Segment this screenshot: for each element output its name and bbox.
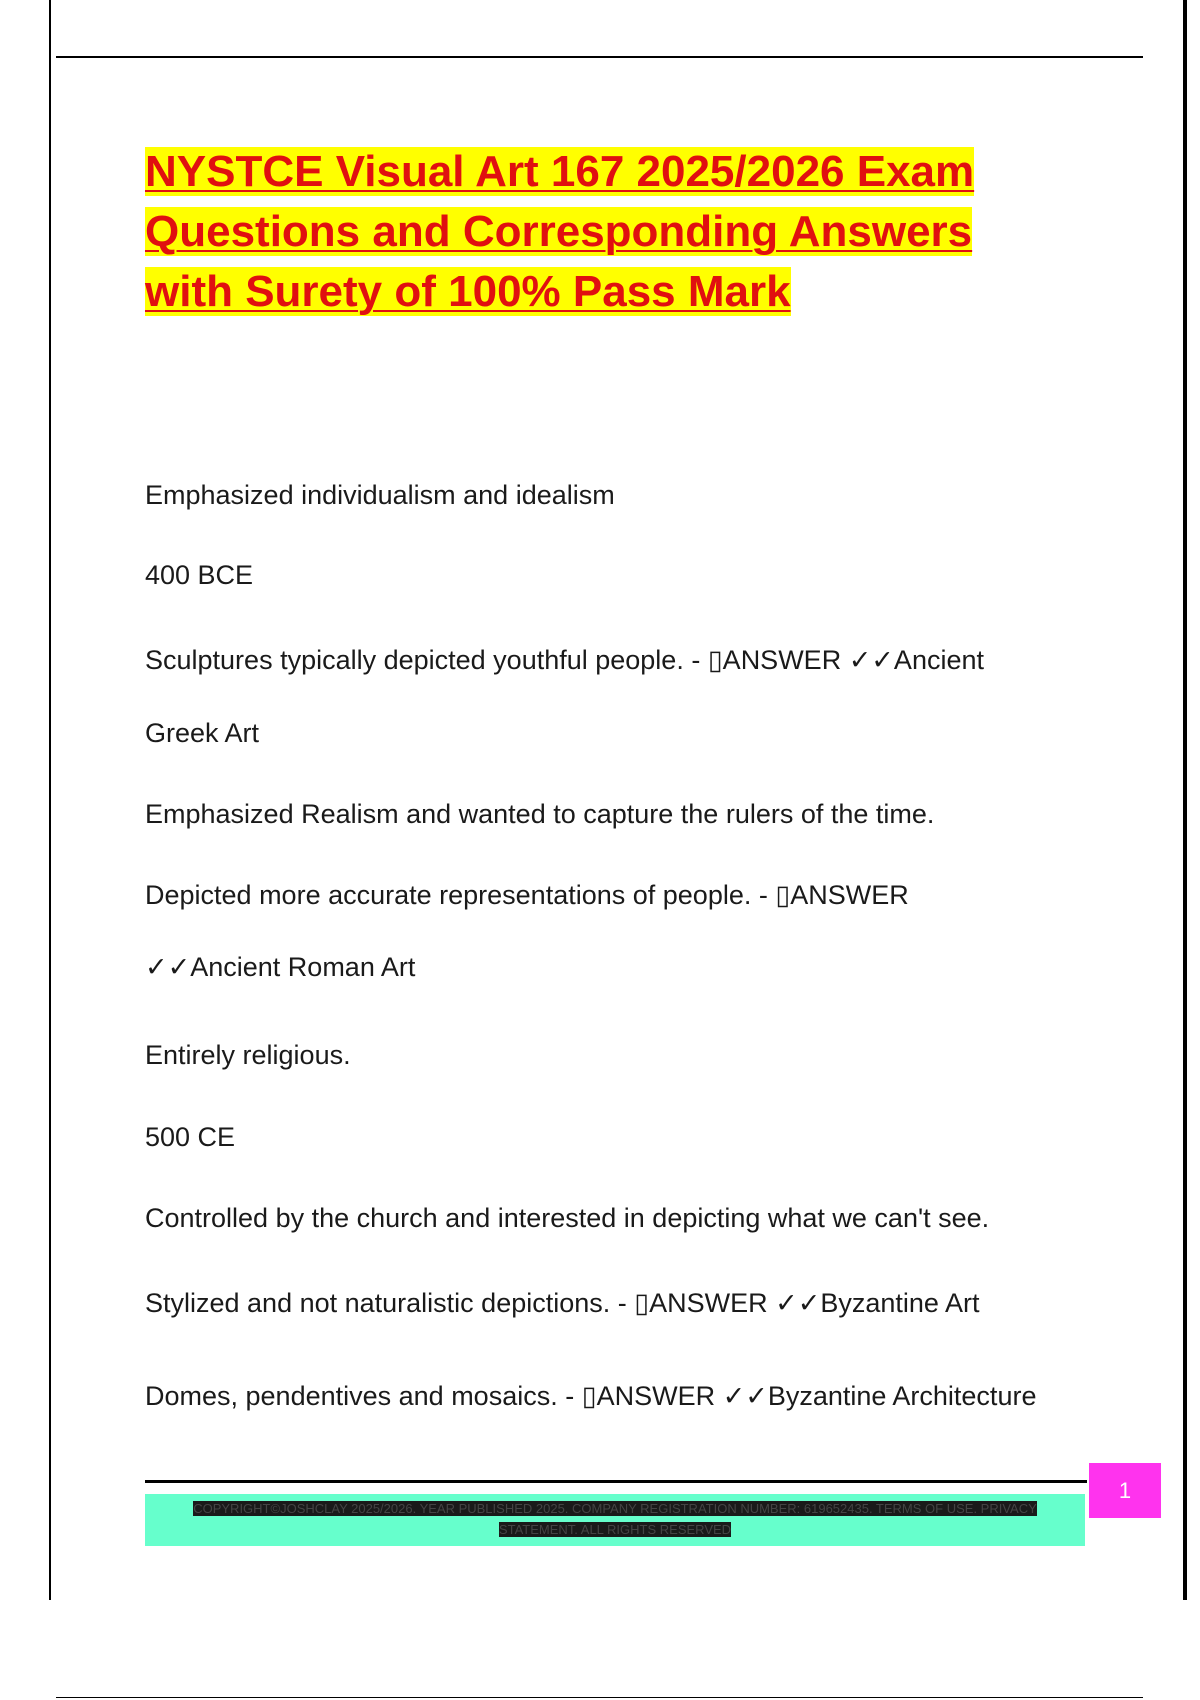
answer-line: Greek Art (145, 718, 260, 748)
title-line-3: with Surety of 100% Pass Mark (145, 267, 791, 316)
text-line: Emphasized Realism and wanted to capture the rulers of the time. (145, 799, 935, 829)
answer-line: ✓✓Ancient Roman Art (145, 952, 416, 982)
text-line: 400 BCE (145, 560, 254, 590)
title-line-2: Questions and Corresponding Answers (145, 207, 973, 256)
copyright-footer (145, 1494, 1085, 1546)
bottom-rule (56, 1697, 1143, 1698)
text-line: 500 CE (145, 1122, 236, 1152)
page-border-right (1183, 0, 1187, 1600)
text-line: Emphasized individualism and idealism (145, 480, 615, 510)
question-line: Depicted more accurate representations of people. - ▯ANSWER (145, 880, 909, 910)
text-line: Entirely religious. (145, 1040, 351, 1070)
page-border-left (49, 0, 51, 1600)
title-line-1: NYSTCE Visual Art 167 2025/2026 Exam (145, 147, 975, 196)
page-number-badge: 1 (1089, 1463, 1161, 1518)
question-line: Sculptures typically depicted youthful people. - ▯ANSWER ✓✓Ancient (145, 645, 984, 675)
question-line: Domes, pendentives and mosaics. - ▯ANSWER ✓✓Byzantine Architecture (145, 1381, 1037, 1411)
text-line: Controlled by the church and interested in depicting what we can't see. (145, 1203, 990, 1233)
document-title (145, 142, 1075, 322)
question-line: Stylized and not naturalistic depictions. - ▯ANSWER ✓✓Byzantine Art (145, 1288, 980, 1318)
footer-rule (145, 1480, 1087, 1483)
copyright-line-2: STATEMENT. ALL RIGHTS RESERVED (498, 1522, 732, 1537)
copyright-line-1: COPYRIGHT©JOSHCLAY 2025/2026. YEAR PUBLISHED 2025. COMPANY REGISTRATION NUMBER: 619652435. TERMS OF USE. PRIVACY (193, 1501, 1037, 1516)
top-rule (56, 56, 1143, 58)
